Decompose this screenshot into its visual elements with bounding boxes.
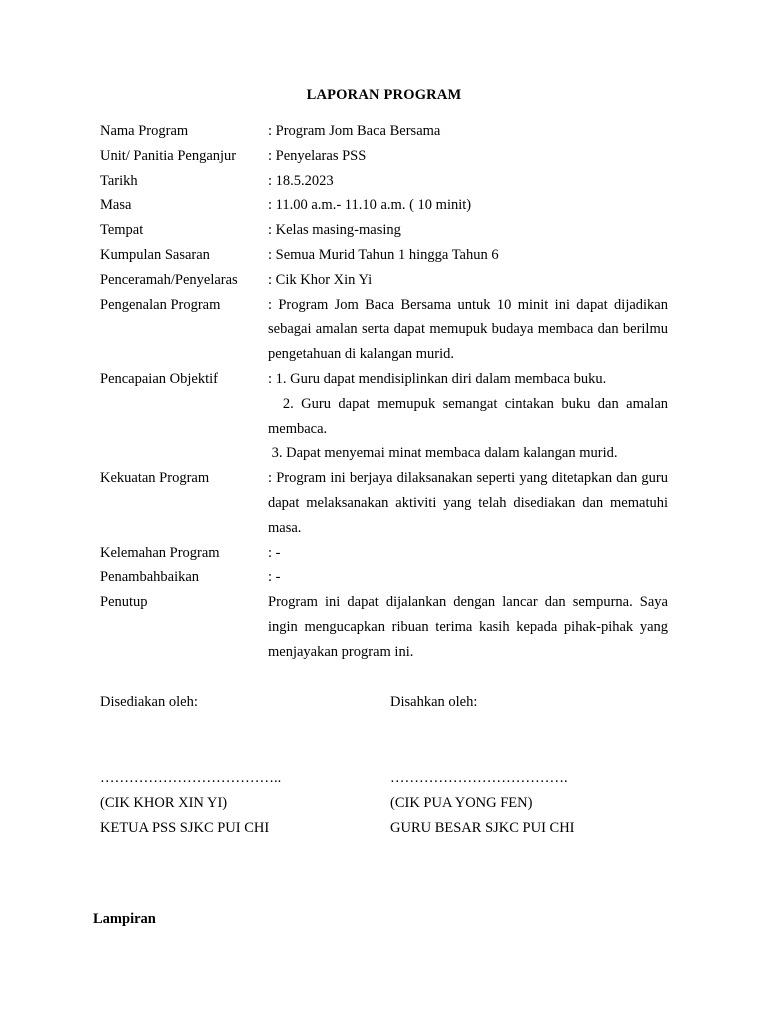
signature-approved-by bbox=[390, 690, 680, 841]
field-label: Masa bbox=[100, 197, 132, 214]
field-pencapaian-objektif bbox=[100, 367, 672, 466]
field-pengenalan-program bbox=[100, 293, 668, 367]
signature-line: ………………………………. bbox=[390, 770, 568, 786]
field-label: Kekuatan Program bbox=[100, 470, 210, 487]
field-penutup bbox=[100, 590, 668, 664]
signatory-name: (CIK PUA YONG FEN) bbox=[390, 795, 533, 811]
field-value: : Program Jom Baca Bersama bbox=[268, 123, 441, 139]
field-label: Pencapaian Objektif bbox=[100, 370, 218, 387]
field-value: : Semua Murid Tahun 1 hingga Tahun 6 bbox=[268, 246, 499, 263]
field-value: : - bbox=[268, 544, 281, 561]
signatory-name: (CIK KHOR XIN YI) bbox=[100, 795, 228, 811]
signatory-position: KETUA PSS SJKC PUI CHI bbox=[100, 820, 270, 836]
field-value: : - bbox=[268, 569, 281, 586]
field-masa bbox=[100, 193, 668, 218]
field-label: Tempat bbox=[100, 222, 144, 239]
field-label: Nama Program bbox=[100, 123, 189, 139]
field-label: Kumpulan Sasaran bbox=[100, 246, 210, 263]
field-value: : Kelas masing-masing bbox=[268, 222, 401, 239]
field-value: : 18.5.2023 bbox=[268, 172, 334, 189]
field-penambahbaikan bbox=[100, 565, 668, 590]
signature-heading: Disediakan oleh: bbox=[100, 694, 198, 710]
field-value: Program ini dapat dijalankan dengan lancar dan sempurna. Saya ingin mengucapkan ribuan terima kasih kepada pihak-pihak yang menjayakan program ini. bbox=[268, 594, 668, 660]
field-penceramah bbox=[100, 268, 668, 293]
field-label: Tarikh bbox=[100, 172, 138, 189]
field-label: Penambahbaikan bbox=[100, 569, 200, 586]
field-value: : Penyelaras PSS bbox=[268, 147, 367, 164]
objective-list bbox=[268, 367, 672, 466]
signature-line: ……………………………….. bbox=[100, 770, 282, 786]
field-value: : Program Jom Baca Bersama untuk 10 minit ini dapat dijadikan sebagai amalan serta dapat memupuk budaya membaca dan berilmu pengetahuan di kalangan murid. bbox=[268, 296, 668, 363]
field-value: : Program ini berjaya dilaksanakan seperti yang ditetapkan dan guru dapat melaksanakan aktiviti yang telah disediakan dan mematuhi masa. bbox=[268, 470, 668, 536]
field-label: Penceramah/Penyelaras bbox=[100, 271, 238, 288]
field-tempat bbox=[100, 218, 668, 243]
objective-item: 2. Guru dapat memupuk semangat cintakan buku dan amalan membaca. bbox=[268, 395, 672, 437]
field-kumpulan-sasaran bbox=[100, 243, 668, 268]
field-nama-program bbox=[100, 119, 668, 144]
signature-heading: Disahkan oleh: bbox=[390, 694, 478, 710]
attachment-heading: Lampiran bbox=[93, 911, 156, 927]
objective-item: : 1. Guru dapat mendisiplinkan diri dalam membaca buku. bbox=[268, 370, 607, 387]
field-kekuatan-program bbox=[100, 466, 668, 540]
field-label: Kelemahan Program bbox=[100, 544, 220, 561]
field-value: : Cik Khor Xin Yi bbox=[268, 271, 373, 288]
signature-prepared-by bbox=[100, 690, 390, 841]
report-fields bbox=[100, 119, 672, 665]
signatory-position: GURU BESAR SJKC PUI CHI bbox=[390, 820, 575, 836]
field-label: Pengenalan Program bbox=[100, 296, 221, 313]
field-kelemahan-program bbox=[100, 541, 668, 566]
field-label: Unit/ Panitia Penganjur bbox=[100, 147, 237, 164]
field-tarikh bbox=[100, 169, 668, 194]
field-value: : 11.00 a.m.- 11.10 a.m. ( 10 minit) bbox=[268, 197, 472, 214]
objective-item: 3. Dapat menyemai minat membaca dalam kalangan murid. bbox=[268, 445, 618, 462]
page-title: LAPORAN PROGRAM bbox=[306, 87, 462, 103]
field-unit bbox=[100, 144, 668, 169]
field-label: Penutup bbox=[100, 594, 148, 611]
